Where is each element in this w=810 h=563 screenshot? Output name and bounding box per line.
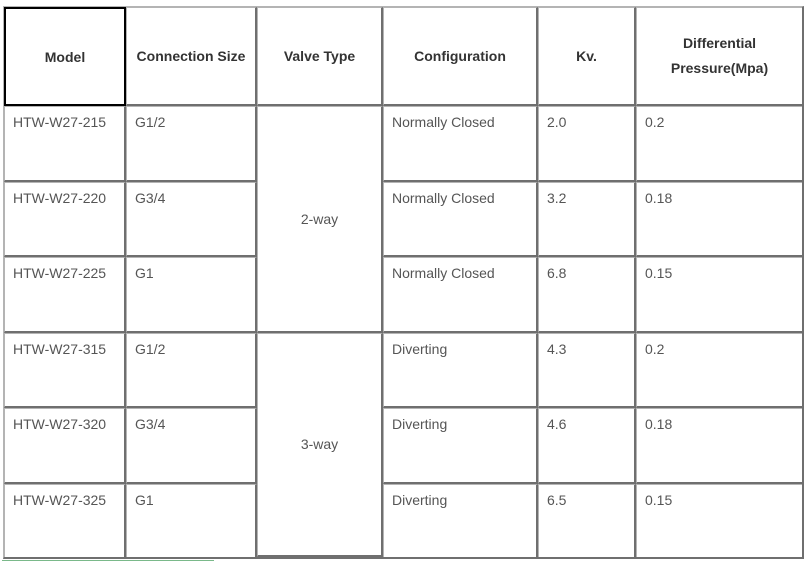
model-cell: HTW-W27-220 xyxy=(4,182,126,258)
valve-type-cell-3way: 3-way xyxy=(257,333,383,558)
header-differential-line1: Differential xyxy=(682,35,757,51)
header-valve-type-label: Valve Type xyxy=(283,48,356,64)
header-connection-size-label: Connection Size xyxy=(136,48,246,64)
model-cell: HTW-W27-320 xyxy=(4,408,126,484)
pressure-cell: 0.15 xyxy=(636,484,802,558)
configuration-cell: Normally Closed xyxy=(383,257,538,333)
header-valve-type xyxy=(257,7,383,106)
header-differential-pressure xyxy=(636,7,802,106)
kv-cell: 3.2 xyxy=(538,182,636,258)
header-model xyxy=(4,7,126,106)
table-row xyxy=(4,106,802,182)
pressure-cell: 0.2 xyxy=(636,106,802,182)
header-model-label: Model xyxy=(44,48,86,65)
table-row xyxy=(4,408,802,484)
configuration-cell: Diverting xyxy=(383,333,538,409)
pressure-cell: 0.2 xyxy=(636,333,802,409)
header-connection-size xyxy=(126,7,257,106)
connection-size-cell: G1/2 xyxy=(126,106,257,182)
kv-cell: 6.5 xyxy=(538,484,636,558)
table-row xyxy=(4,333,802,409)
kv-cell: 4.3 xyxy=(538,333,636,409)
connection-size-cell: G1 xyxy=(126,484,257,558)
pressure-cell: 0.15 xyxy=(636,257,802,333)
bottom-divider xyxy=(2,560,214,561)
model-cell: HTW-W27-225 xyxy=(4,257,126,333)
header-kv-label: Kv. xyxy=(576,48,597,64)
valve-spec-table xyxy=(3,6,804,559)
connection-size-cell: G1 xyxy=(126,257,257,333)
kv-cell: 6.8 xyxy=(538,257,636,333)
pressure-cell: 0.18 xyxy=(636,408,802,484)
header-kv xyxy=(538,7,636,106)
kv-cell: 4.6 xyxy=(538,408,636,484)
configuration-cell: Normally Closed xyxy=(383,182,538,258)
connection-size-cell: G3/4 xyxy=(126,182,257,258)
model-cell: HTW-W27-325 xyxy=(4,484,126,558)
header-differential-line2: Pressure(Mpa) xyxy=(670,60,769,76)
table-row xyxy=(4,484,802,558)
pressure-cell: 0.18 xyxy=(636,182,802,258)
configuration-cell: Diverting xyxy=(383,408,538,484)
table-row xyxy=(4,182,802,258)
kv-cell: 2.0 xyxy=(538,106,636,182)
model-cell: HTW-W27-315 xyxy=(4,333,126,409)
configuration-cell: Diverting xyxy=(383,484,538,558)
valve-type-cell-2way: 2-way xyxy=(257,106,383,333)
table-header-row xyxy=(4,7,802,106)
connection-size-cell: G1/2 xyxy=(126,333,257,409)
header-configuration xyxy=(383,7,538,106)
header-configuration-label: Configuration xyxy=(414,48,506,64)
table-row xyxy=(4,257,802,333)
connection-size-cell: G3/4 xyxy=(126,408,257,484)
configuration-cell: Normally Closed xyxy=(383,106,538,182)
model-cell: HTW-W27-215 xyxy=(4,106,126,182)
